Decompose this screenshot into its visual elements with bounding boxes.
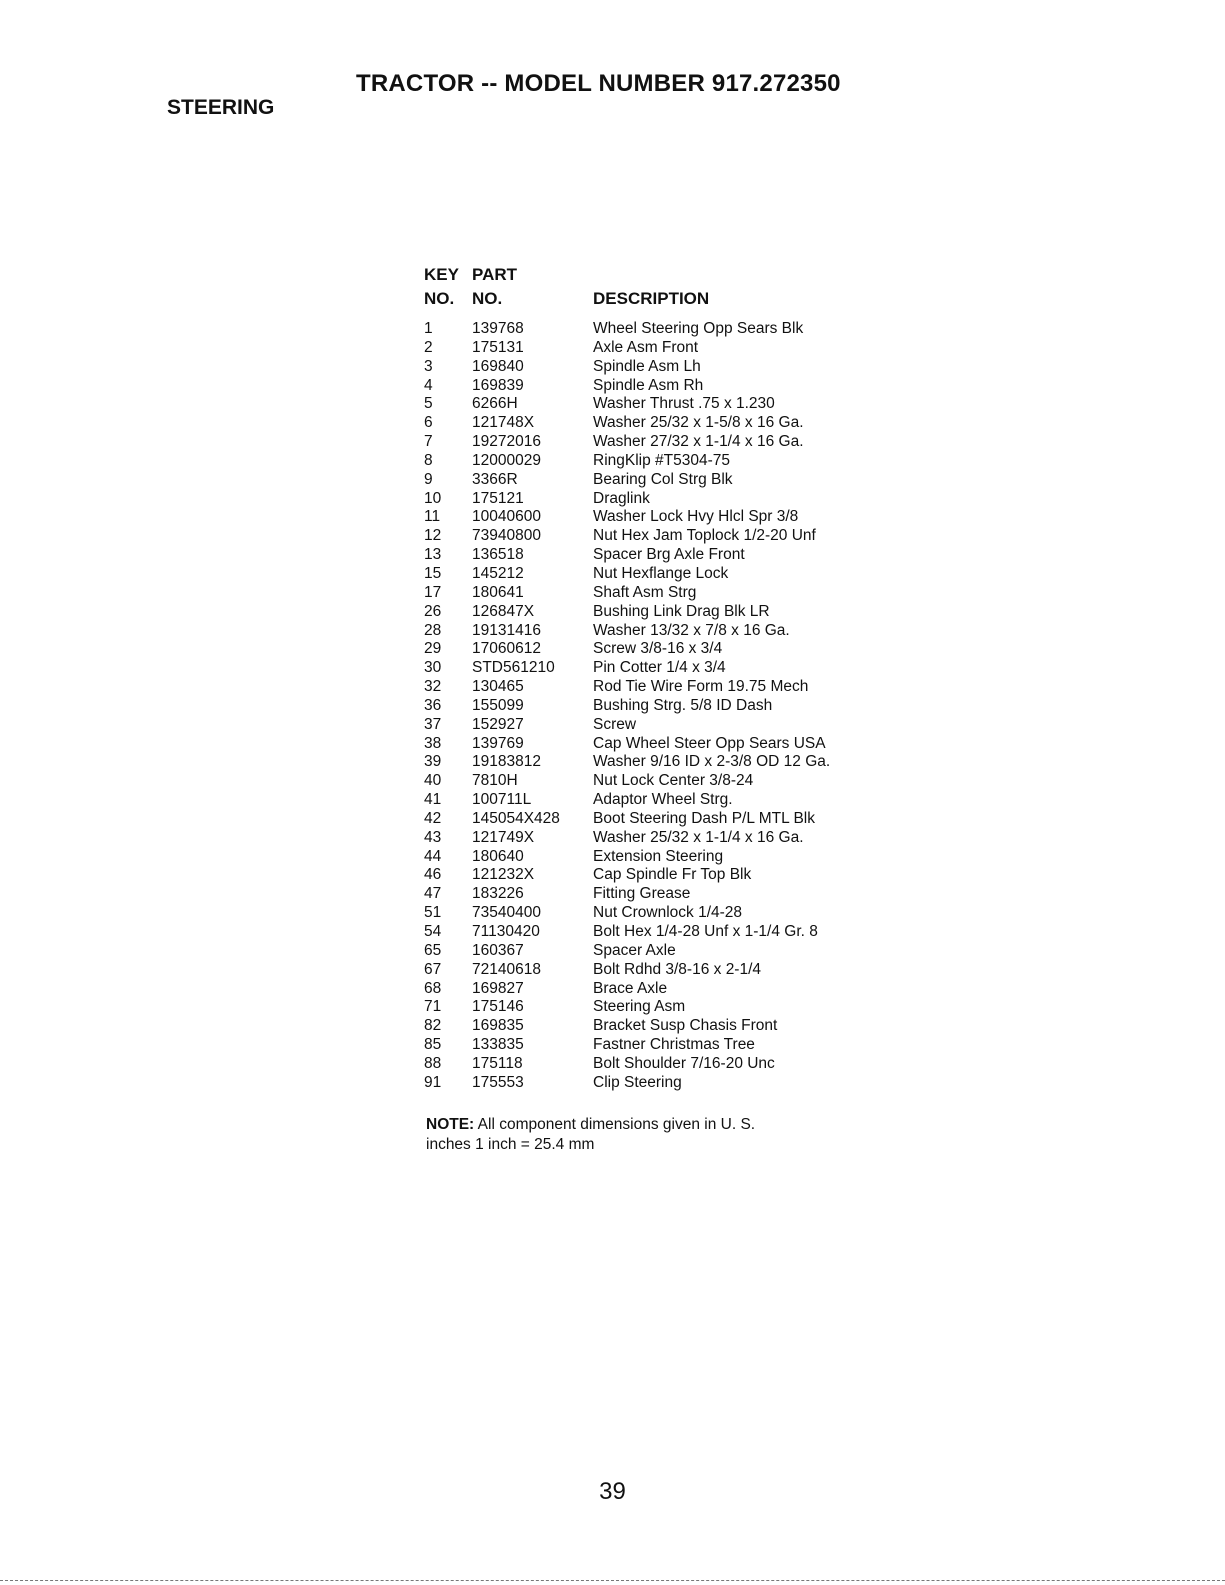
part-no-cell: 19183812 <box>472 753 541 771</box>
key-no-cell: 91 <box>424 1073 442 1091</box>
key-no-cell: 8 <box>424 451 433 469</box>
key-no-cell: 13 <box>424 546 442 564</box>
description-cell: Axle Asm Front <box>593 338 699 356</box>
table-row <box>424 659 904 678</box>
part-no-cell: 175118 <box>472 1054 523 1072</box>
key-no-cell: 1 <box>424 320 433 337</box>
key-no-cell: 42 <box>424 809 442 827</box>
part-no-cell: 10040600 <box>472 508 541 526</box>
table-row <box>424 885 904 904</box>
part-no-cell: 71130420 <box>472 923 540 940</box>
table-row <box>424 490 904 509</box>
part-no-cell: 3366R <box>472 470 518 488</box>
table-row <box>424 640 904 659</box>
description-cell: Extension Steering <box>593 847 724 865</box>
part-no-cell: 180641 <box>472 583 524 601</box>
note <box>426 1115 846 1155</box>
table-row <box>424 433 904 452</box>
part-no-cell: 121748X <box>472 414 535 432</box>
part-no-cell: 130465 <box>472 678 524 696</box>
key-no-cell: 9 <box>424 470 433 488</box>
key-no-cell: 12 <box>424 527 442 545</box>
section-title: STEERING <box>167 96 275 119</box>
table-row <box>424 414 904 433</box>
table-row <box>424 565 904 584</box>
page-number: 39 <box>599 1478 626 1505</box>
description-cell: Bushing Link Drag Blk LR <box>593 602 770 620</box>
key-no-cell: 2 <box>424 338 433 356</box>
description-cell: Spacer Brg Axle Front <box>593 546 745 564</box>
table-row <box>424 735 904 754</box>
table-row <box>424 452 904 471</box>
part-no-cell: 145212 <box>472 564 524 582</box>
table-row <box>424 923 904 942</box>
description-cell: Cap Wheel Steer Opp Sears USA <box>593 734 826 752</box>
parts-list-header <box>424 264 904 310</box>
part-no-cell: 133835 <box>472 1036 524 1054</box>
part-no-cell: 73540400 <box>472 904 541 922</box>
header-key-line2: NO. <box>424 289 455 308</box>
description-cell: Spacer Axle <box>593 941 676 959</box>
table-row <box>424 980 904 999</box>
table-row <box>424 377 904 396</box>
table-row <box>424 584 904 603</box>
table-row <box>424 1036 904 1055</box>
key-no-cell: 65 <box>424 941 442 959</box>
part-no-cell: 169839 <box>472 376 524 394</box>
description-cell: Screw <box>593 715 637 733</box>
key-no-cell: 3 <box>424 357 433 375</box>
description-cell: Draglink <box>593 489 650 507</box>
header-key-line1: KEY <box>424 265 459 284</box>
key-no-cell: 4 <box>424 376 433 394</box>
description-cell: RingKlip #T5304-75 <box>593 451 731 469</box>
part-no-cell: 175131 <box>472 338 524 356</box>
table-row <box>424 358 904 377</box>
note-label: NOTE: <box>426 1116 475 1133</box>
part-no-cell: 152927 <box>472 715 524 733</box>
key-no-cell: 38 <box>424 734 442 752</box>
table-row <box>424 395 904 414</box>
key-no-cell: 36 <box>424 696 442 714</box>
description-cell: Nut Hexflange Lock <box>593 564 729 582</box>
description-cell: Nut Hex Jam Toplock 1/2-20 Unf <box>593 527 816 545</box>
part-no-cell: 139768 <box>472 320 524 337</box>
description-cell: Nut Crownlock 1/4-28 <box>593 904 743 922</box>
table-row <box>424 622 904 641</box>
table-row <box>424 791 904 810</box>
description-cell: Washer 25/32 x 1-1/4 x 16 Ga. <box>593 828 804 846</box>
part-no-cell: 12000029 <box>472 451 541 469</box>
key-no-cell: 17 <box>424 583 442 601</box>
description-cell: Wheel Steering Opp Sears Blk <box>593 320 804 337</box>
description-cell: Fitting Grease <box>593 885 691 903</box>
part-no-cell: 72140618 <box>472 960 541 978</box>
part-no-cell: 175146 <box>472 998 524 1016</box>
parts-list-rows <box>424 320 904 1093</box>
description-cell: Washer 27/32 x 1-1/4 x 16 Ga. <box>593 433 804 451</box>
part-no-cell: 121232X <box>472 866 535 884</box>
table-row <box>424 716 904 735</box>
key-no-cell: 67 <box>424 960 442 978</box>
key-no-cell: 54 <box>424 923 442 940</box>
table-row <box>424 866 904 885</box>
description-cell: Cap Spindle Fr Top Blk <box>593 866 752 884</box>
page-title: TRACTOR -- MODEL NUMBER 917.272350 <box>356 70 841 97</box>
key-no-cell: 39 <box>424 753 442 771</box>
description-cell: Pin Cotter 1/4 x 3/4 <box>593 659 726 677</box>
table-row <box>424 904 904 923</box>
table-row <box>424 697 904 716</box>
description-cell: Bushing Strg. 5/8 ID Dash <box>593 696 773 714</box>
part-no-cell: 121749X <box>472 828 535 846</box>
description-cell: Clip Steering <box>593 1073 682 1091</box>
description-cell: Spindle Asm Lh <box>593 357 701 375</box>
part-no-cell: 7810H <box>472 772 518 790</box>
key-no-cell: 41 <box>424 791 442 809</box>
key-no-cell: 88 <box>424 1054 442 1072</box>
table-row <box>424 678 904 697</box>
header-description: DESCRIPTION <box>593 289 710 308</box>
table-row <box>424 527 904 546</box>
part-no-cell: 73940800 <box>472 527 541 545</box>
description-cell: Washer Lock Hvy Hlcl Spr 3/8 <box>593 508 799 526</box>
key-no-cell: 46 <box>424 866 442 884</box>
key-no-cell: 85 <box>424 1036 442 1054</box>
part-no-cell: 19272016 <box>472 433 541 451</box>
key-no-cell: 47 <box>424 885 442 903</box>
description-cell: Rod Tie Wire Form 19.75 Mech <box>593 678 809 696</box>
key-no-cell: 6 <box>424 414 433 432</box>
table-row <box>424 810 904 829</box>
header-part-line2: NO. <box>472 289 503 308</box>
part-no-cell: 175553 <box>472 1073 524 1091</box>
key-no-cell: 40 <box>424 772 442 790</box>
key-no-cell: 5 <box>424 395 433 413</box>
table-row <box>424 1055 904 1074</box>
description-cell: Washer Thrust .75 x 1.230 <box>593 395 775 413</box>
table-row <box>424 772 904 791</box>
part-no-cell: 19131416 <box>472 621 541 639</box>
part-no-cell: 17060612 <box>472 640 541 658</box>
part-no-cell: 139769 <box>472 734 524 752</box>
table-row <box>424 998 904 1017</box>
table-row <box>424 508 904 527</box>
key-no-cell: 37 <box>424 715 442 733</box>
header-part-line1: PART <box>472 265 518 284</box>
table-row <box>424 471 904 490</box>
table-row <box>424 320 904 339</box>
part-no-cell: 136518 <box>472 546 524 564</box>
description-cell: Bracket Susp Chasis Front <box>593 1017 778 1035</box>
part-no-cell: 169827 <box>472 979 524 997</box>
part-no-cell: 180640 <box>472 847 524 865</box>
part-no-cell: 169835 <box>472 1017 524 1035</box>
key-no-cell: 26 <box>424 602 442 620</box>
table-row <box>424 546 904 565</box>
key-no-cell: 68 <box>424 979 442 997</box>
table-row <box>424 1074 904 1093</box>
part-no-cell: 6266H <box>472 395 518 413</box>
part-no-cell: 183226 <box>472 885 524 903</box>
description-cell: Screw 3/8-16 x 3/4 <box>593 640 723 658</box>
key-no-cell: 32 <box>424 678 442 696</box>
key-no-cell: 15 <box>424 564 442 582</box>
description-cell: Washer 9/16 ID x 2-3/8 OD 12 Ga. <box>593 753 831 771</box>
key-no-cell: 44 <box>424 847 442 865</box>
part-no-cell: 155099 <box>472 696 524 714</box>
key-no-cell: 51 <box>424 904 442 922</box>
table-row <box>424 942 904 961</box>
table-row <box>424 961 904 980</box>
part-no-cell: 169840 <box>472 357 524 375</box>
description-cell: Spindle Asm Rh <box>593 376 704 394</box>
description-cell: Boot Steering Dash P/L MTL Blk <box>593 809 815 827</box>
part-no-cell: 145054X428 <box>472 809 560 827</box>
table-row <box>424 603 904 622</box>
parts-list <box>424 264 904 1093</box>
key-no-cell: 71 <box>424 998 442 1016</box>
table-row <box>424 829 904 848</box>
part-no-cell: 100711L <box>472 791 532 809</box>
key-no-cell: 30 <box>424 659 442 677</box>
part-no-cell: 126847X <box>472 602 535 620</box>
part-no-cell: 160367 <box>472 941 524 959</box>
key-no-cell: 82 <box>424 1017 442 1035</box>
description-cell: Nut Lock Center 3/8-24 <box>593 772 754 790</box>
description-cell: Bolt Hex 1/4-28 Unf x 1-1/4 Gr. 8 <box>593 923 818 940</box>
description-cell: Bearing Col Strg Blk <box>593 470 733 488</box>
note-text-2: inches 1 inch = 25.4 mm <box>426 1136 595 1153</box>
key-no-cell: 28 <box>424 621 442 639</box>
part-no-cell: 175121 <box>472 489 524 507</box>
key-no-cell: 11 <box>424 508 441 526</box>
table-row <box>424 848 904 867</box>
table-row <box>424 339 904 358</box>
table-row <box>424 753 904 772</box>
key-no-cell: 43 <box>424 828 442 846</box>
description-cell: Bolt Rdhd 3/8-16 x 2-1/4 <box>593 960 762 978</box>
description-cell: Adaptor Wheel Strg. <box>593 791 733 809</box>
bottom-rule <box>0 1580 1225 1581</box>
description-cell: Steering Asm <box>593 998 686 1016</box>
table-row <box>424 1017 904 1036</box>
description-cell: Brace Axle <box>593 979 668 997</box>
description-cell: Washer 13/32 x 7/8 x 16 Ga. <box>593 621 790 639</box>
key-no-cell: 10 <box>424 489 442 507</box>
note-text: All component dimensions given in U. S. <box>477 1116 756 1133</box>
key-no-cell: 29 <box>424 640 442 658</box>
description-cell: Washer 25/32 x 1-5/8 x 16 Ga. <box>593 414 804 432</box>
part-no-cell: STD561210 <box>472 659 555 677</box>
description-cell: Bolt Shoulder 7/16-20 Unc <box>593 1054 775 1072</box>
key-no-cell: 7 <box>424 433 433 451</box>
description-cell: Fastner Christmas Tree <box>593 1036 755 1054</box>
description-cell: Shaft Asm Strg <box>593 583 697 601</box>
